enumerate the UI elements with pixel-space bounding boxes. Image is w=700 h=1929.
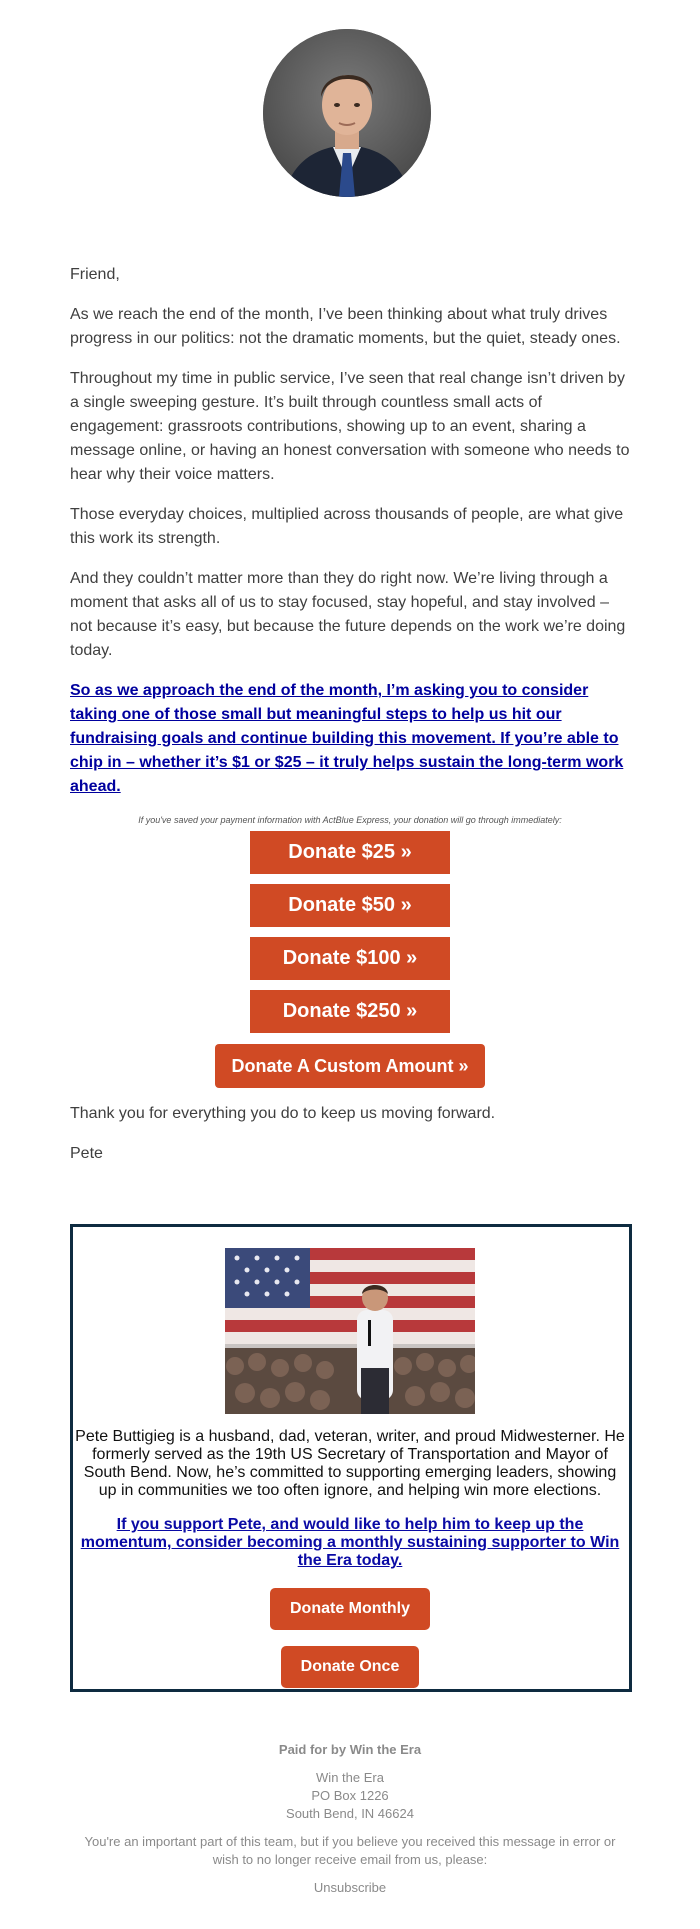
unsubscribe-link[interactable]: Unsubscribe xyxy=(313,1880,387,1895)
portrait-illustration xyxy=(263,29,431,197)
letter-body xyxy=(70,263,630,799)
portrait-avatar xyxy=(263,29,431,197)
unsubscribe-wrap xyxy=(70,1879,630,1897)
signature: Pete xyxy=(70,1145,103,1162)
closing-line: Thank you for everything you do to keep us moving forward. xyxy=(70,1105,496,1122)
bio-text: Pete Buttigieg is a husband, dad, veteran, writer, and proud Midwesterner. He formerly served as the 19th US Secretary of Transportation and Mayor of South Bend. Now, he’s committed to supporting emerging leaders, showing up in communities we too often ignore, and helping win more elections. xyxy=(75,1428,625,1499)
monthly-support-link[interactable]: If you support Pete, and would like to help him to keep up the momentum, consider becoming a monthly sustaining supporter to Win the Era today. xyxy=(80,1516,620,1569)
address-line-1: Win the Era xyxy=(316,1770,384,1785)
donate-25-button[interactable]: Donate $25 » xyxy=(250,831,450,874)
donate-50-button[interactable]: Donate $50 » xyxy=(250,884,450,927)
express-notice-wrap xyxy=(70,815,630,825)
paragraph-4: And they couldn’t matter more than they do right now. We’re living through a moment that asks all of us to stay focused, stay hopeful, and stay involved – not because it’s easy, but because the future depends on the work we’re doing today. xyxy=(70,570,626,659)
donate-100-button[interactable]: Donate $100 » xyxy=(250,937,450,980)
rally-photo-illustration xyxy=(225,1248,475,1414)
address-line-3: South Bend, IN 46624 xyxy=(286,1806,414,1821)
paragraph-1: As we reach the end of the month, I’ve been thinking about what truly drives progress in our politics: not the dramatic moments, but the quiet, steady ones. xyxy=(70,306,621,347)
unsubscribe-notice: You're an important part of this team, but if you believe you received this message in error or wish to no longer receive email from us, please: xyxy=(84,1834,616,1867)
donate-custom-amount-button[interactable]: Donate A Custom Amount » xyxy=(215,1044,485,1088)
paragraph-2: Throughout my time in public service, I’ve seen that real change isn’t driven by a single sweeping gesture. It’s built through countless small acts of engagement: grassroots contributions, showing up to an event, sharing a message online, or having an honest conversation with someone who needs to hear why their voice matters. xyxy=(70,370,630,483)
donate-250-button[interactable]: Donate $250 » xyxy=(250,990,450,1033)
donate-monthly-button[interactable]: Donate Monthly xyxy=(270,1588,430,1630)
actblue-express-notice: If you've saved your payment information with ActBlue Express, your donation will go through immediately: xyxy=(138,815,562,825)
paid-for-disclaimer: Paid for by Win the Era xyxy=(278,1742,422,1757)
rally-photo xyxy=(225,1248,475,1414)
donation-ask-link[interactable]: So as we approach the end of the month, I’m asking you to consider taking one of those small but meaningful steps to help us hit our fundraising goals and continue building this movement. If you’re able to chip in – whether it’s $1 or $25 – it truly helps sustain the long-term work ahead. xyxy=(70,682,624,795)
address-line-2: PO Box 1226 xyxy=(311,1788,389,1803)
greeting: Friend, xyxy=(70,266,120,283)
closing-block xyxy=(70,1102,630,1182)
paragraph-3: Those everyday choices, multiplied across thousands of people, are what give this work its strength. xyxy=(70,506,624,547)
donate-once-button[interactable]: Donate Once xyxy=(281,1646,419,1688)
monthly-link-wrap xyxy=(74,1516,626,1570)
